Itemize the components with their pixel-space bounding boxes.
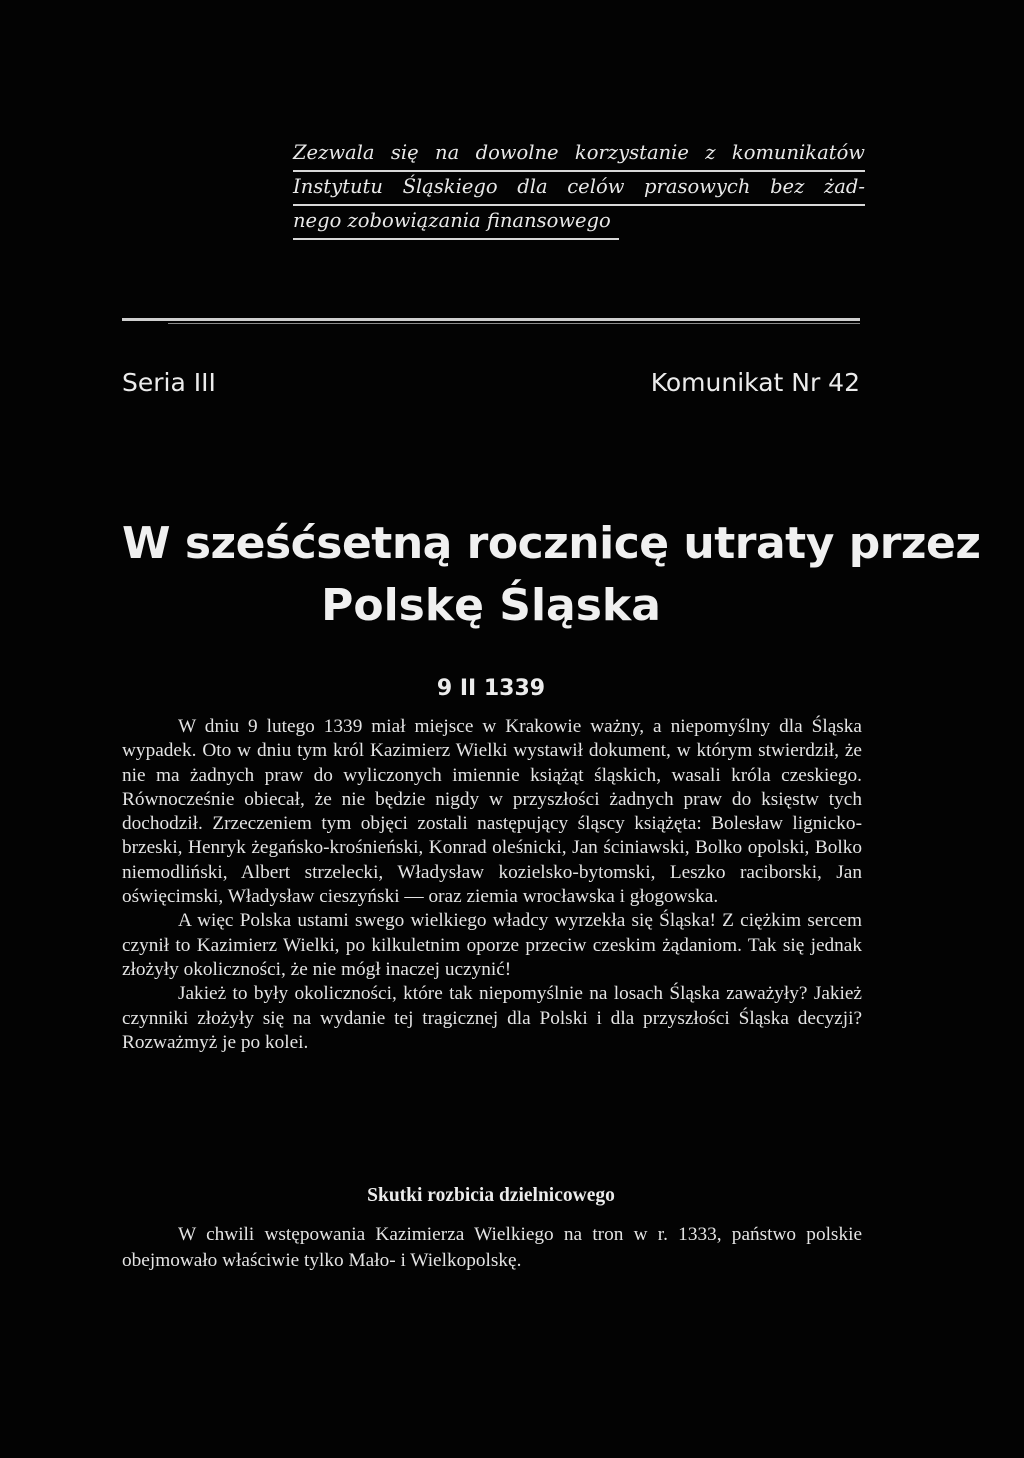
paragraph-1: W dniu 9 lutego 1339 miał miejsce w Krakowie ważny, a niepomyślny dla Śląska wypadek. Oto w dniu tym król Kazimierz Wielki wystawił dokument, w którym stwierdził, że nie ma żadnych praw do wyliczonych imiennie książąt śląskich, wasali króla czeskiego. Równocześnie obiecał, że nie będzie nigdy w przyszłości żadnych praw do księstw tych dochodził. Zrzeczeniem tym objęci zostali następujący śląscy książęta: Bolesław lignicko-brzeski, Henryk żegańsko-krośnieński, Konrad oleśnicki, Jan ściniawski, Bolko opolski, Bolko niemodliński, Albert strzelecki, Władysław kozielsko-bytomski, Leszko raciborski, Jan oświęcimski, Władysław cieszyński — oraz ziemia wrocławska i głogowska.: [122, 716, 862, 908]
series-label: Seria III: [122, 368, 216, 397]
header-divider-thin: [168, 323, 860, 324]
section-heading: Skutki rozbicia dzielnicowego: [367, 1185, 615, 1206]
section-body: [122, 1222, 862, 1274]
paragraph-3: Jakież to były okoliczności, które tak niepomyślnie na losach Śląska zaważyły? Jakież czynniki złożyły się na wydanie tej tragicznej dla Polski i dla przyszłości Śląska decyzji? Rozważmyż je po kolei.: [122, 983, 862, 1053]
usage-notice: [293, 138, 865, 240]
paragraph-2: A więc Polska ustami swego wielkiego władcy wyrzekła się Śląska! Z ciężkim sercem czynił to Kazimierz Wielki, po kilkuletnim oporze przeciw czeskim żądaniom. Tak się jednak złożyły okoliczności, że nie mógł inaczej uczynić!: [122, 910, 862, 980]
series-bar: [122, 368, 860, 408]
section-paragraph: W chwili wstępowania Kazimierza Wielkiego na tron w r. 1333, państwo polskie obejmowało właściwie tylko Mało- i Wielkopolskę.: [122, 1224, 862, 1271]
document-title-line-1: W sześćsetną rocznicę utraty przez: [122, 518, 981, 569]
usage-notice-line-2: Instytutu Śląskiego dla celów prasowych bez żad-: [293, 172, 865, 206]
usage-notice-line-1: Zezwala się na dowolne korzystanie z komunikatów: [293, 138, 865, 172]
usage-notice-line-3: nego zobowiązania finansowego: [293, 206, 619, 240]
communique-number: Komunikat Nr 42: [650, 368, 860, 397]
event-date: 9 II 1339: [436, 676, 546, 701]
body-text: [122, 715, 862, 1055]
document-title-line-2: Polskę Śląska: [321, 580, 661, 631]
header-divider: [122, 318, 860, 321]
